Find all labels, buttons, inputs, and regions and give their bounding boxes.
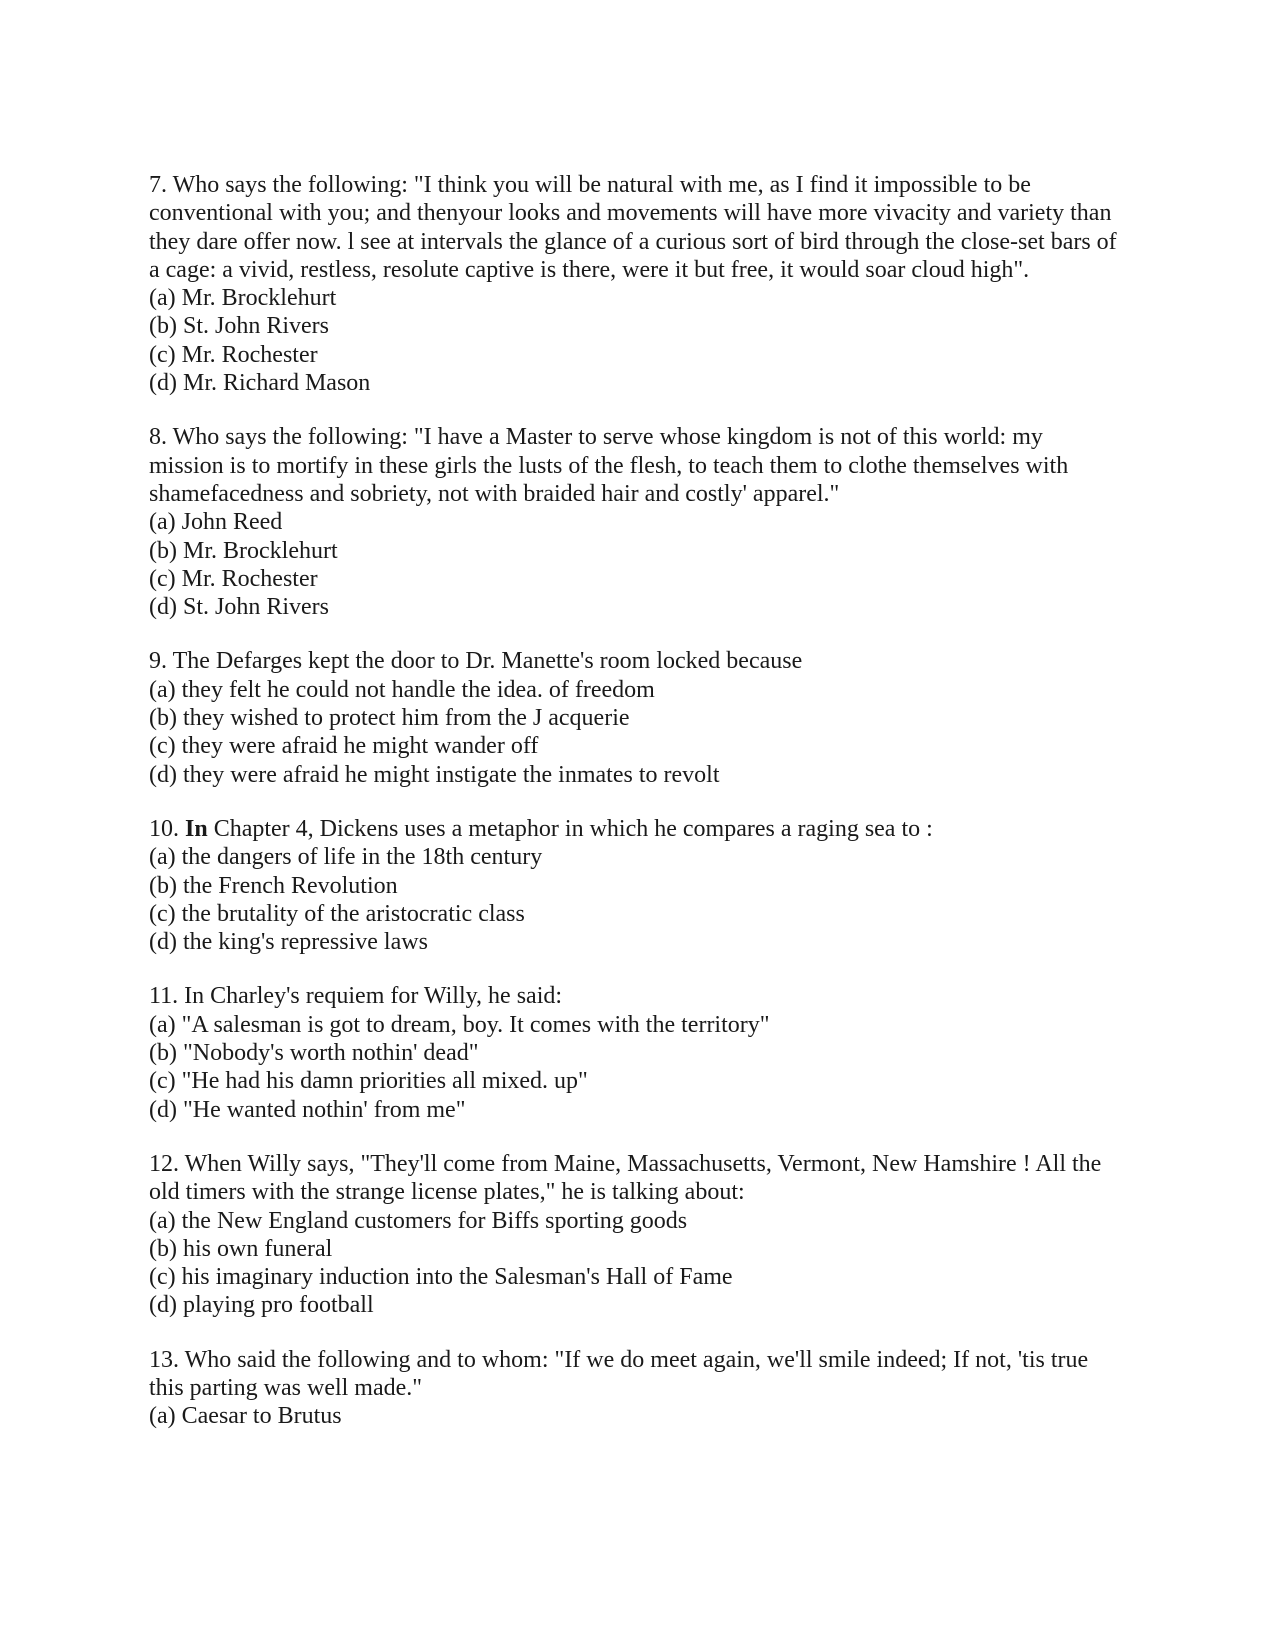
option-b: (b) the French Revolution — [149, 872, 398, 899]
option-a: (a) Mr. Brocklehurt — [149, 285, 337, 312]
question-8 — [149, 423, 1119, 621]
question-text: 12. When Willy says, "They'll come from Maine, Massachusetts, Vermont, New Hamshire ! All the old timers with the strange license plates," he is talking about: — [149, 1150, 1102, 1206]
document-page — [149, 171, 1119, 1457]
option-d: (d) they were afraid he might instigate the inmates to revolt — [149, 761, 720, 788]
option-a: (a) "A salesman is got to dream, boy. It comes with the territory" — [149, 1011, 770, 1038]
option-b: (b) Mr. Brocklehurt — [149, 537, 338, 564]
option-a: (a) the New England customers for Biffs sporting goods — [149, 1207, 688, 1234]
option-d: (d) Mr. Richard Mason — [149, 370, 371, 397]
option-c: (c) "He had his damn priorities all mixed. up" — [149, 1068, 588, 1095]
option-a: (a) the dangers of life in the 18th century — [149, 844, 543, 871]
option-c: (c) Mr. Rochester — [149, 565, 318, 592]
option-c: (c) the brutality of the aristocratic class — [149, 900, 525, 927]
option-b: (b) they wished to protect him from the J acquerie — [149, 705, 630, 732]
option-d: (d) playing pro football — [149, 1292, 374, 1319]
question-10 — [149, 815, 1119, 956]
question-text — [149, 815, 1119, 843]
option-a: (a) John Reed — [149, 509, 283, 536]
option-a: (a) they felt he could not handle the idea. of freedom — [149, 676, 655, 703]
question-11 — [149, 982, 1119, 1123]
option-d: (d) the king's repressive laws — [149, 929, 428, 956]
option-c: (c) his imaginary induction into the Salesman's Hall of Fame — [149, 1264, 733, 1291]
option-a: (a) Caesar to Brutus — [149, 1403, 342, 1430]
question-9 — [149, 647, 1119, 788]
option-d: (d) "He wanted nothin' from me" — [149, 1096, 466, 1123]
question-7 — [149, 171, 1119, 397]
question-text: 13. Who said the following and to whom: "If we do meet again, we'll smile indeed; If not, 'tis true this parting was well made." — [149, 1346, 1089, 1401]
option-b: (b) St. John Rivers — [149, 313, 329, 340]
question-text-rest: Chapter 4, Dickens uses a metaphor in which he compares a raging sea to : — [213, 815, 933, 842]
question-text: 8. Who says the following: "I have a Master to serve whose kingdom is not of this world: my mission is to mortify in these girls the lusts of the flesh, to teach them to clothe themselves with shamefacedness and sobriety, not with braided hair and costly' apparel." — [149, 424, 1069, 507]
question-12 — [149, 1150, 1119, 1320]
question-number: 10. — [149, 815, 179, 842]
option-b: (b) "Nobody's worth nothin' dead" — [149, 1040, 479, 1067]
option-c: (c) Mr. Rochester — [149, 341, 318, 368]
question-text: 7. Who says the following: "I think you will be natural with me, as I find it impossible to be conventional with you; and thenyour looks and movements will have more vivacity and variety than they dare offer now. l see at intervals the glance of a curious sort of bird through the close-set bars of a cage: a vivid, restless, resolute captive is there, were it but free, it would soar cloud high". — [149, 172, 1117, 283]
question-text: 9. The Defarges kept the door to Dr. Manette's room locked because — [149, 648, 803, 675]
question-13 — [149, 1346, 1119, 1431]
question-text: 11. In Charley's requiem for Willy, he said: — [149, 983, 563, 1010]
option-b: (b) his own funeral — [149, 1235, 333, 1262]
option-c: (c) they were afraid he might wander off — [149, 733, 539, 760]
question-lead-bold: In — [185, 815, 208, 842]
option-d: (d) St. John Rivers — [149, 594, 329, 621]
